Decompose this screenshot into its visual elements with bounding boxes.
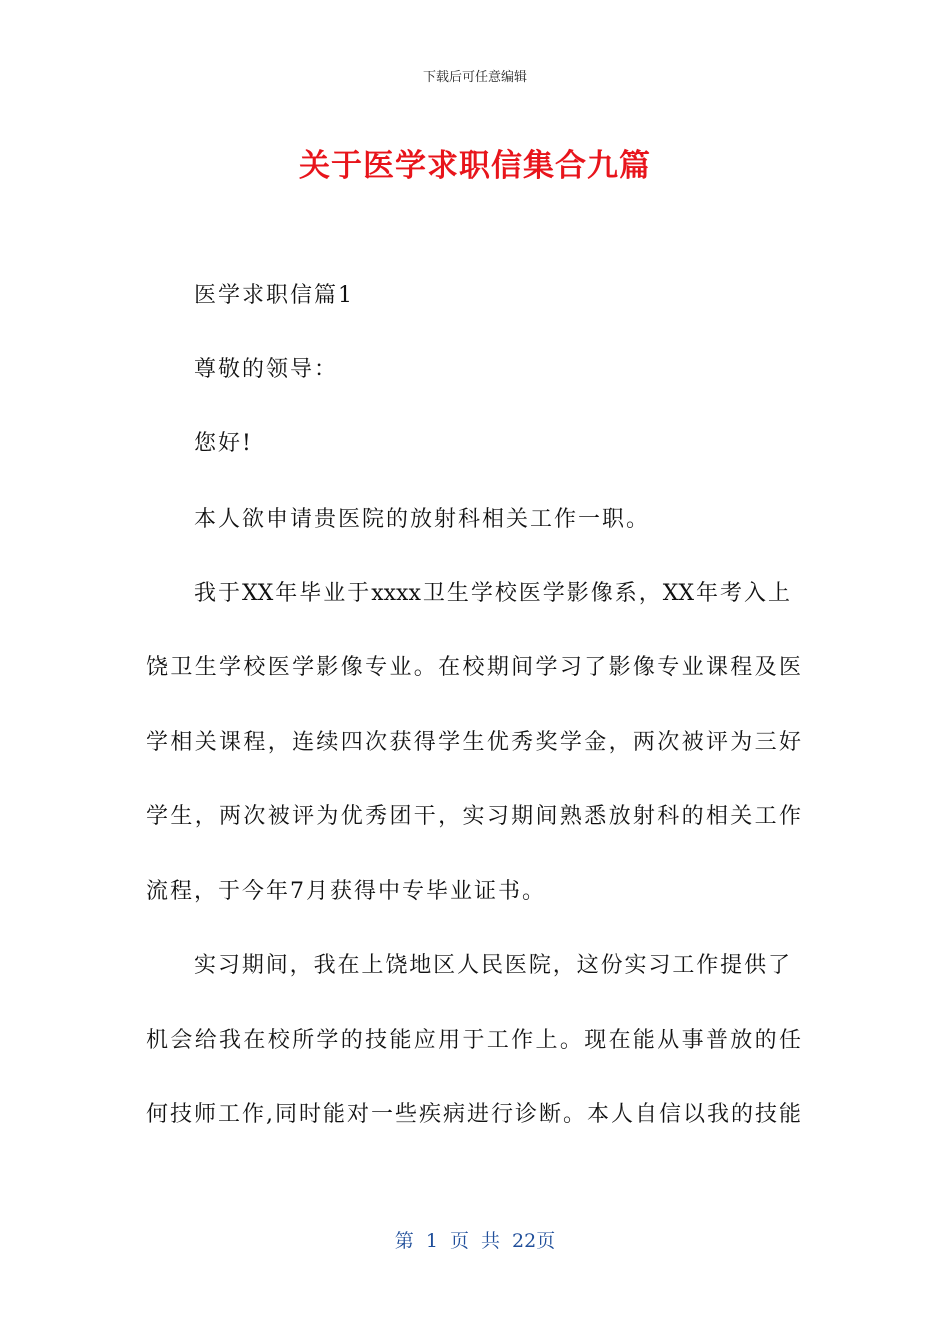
paragraph-2-line-5: 流程，于今年7月获得中专毕业证书。	[146, 879, 546, 904]
paragraph-3-line-1: 实习期间，我在上饶地区人民医院，这份实习工作提供了	[194, 953, 790, 978]
greeting: 您好!	[194, 431, 253, 456]
paragraph-2-line-1: 我于XX年毕业于xxxx卫生学校医学影像系，XX年考入上	[194, 581, 790, 606]
paragraph-3-line-3: 何技师工作,同时能对一些疾病进行诊断。本人自信以我的技能	[146, 1102, 801, 1127]
header-note: 下载后可任意编辑	[422, 70, 527, 85]
paragraph-3-line-2: 机会给我在校所学的技能应用于工作上。现在能从事普放的任	[146, 1028, 801, 1053]
paragraph-2-line-3: 学相关课程，连续四次获得学生优秀奖学金，两次被评为三好	[146, 730, 801, 755]
salutation: 尊敬的领导：	[194, 357, 339, 382]
section-heading: 医学求职信篇1	[194, 283, 354, 308]
page-number-footer: 第 1 页 共 22页	[394, 1230, 556, 1252]
document-title: 关于医学求职信集合九篇	[299, 148, 651, 184]
paragraph-2-line-4: 学生，两次被评为优秀团干，实习期间熟悉放射科的相关工作	[146, 804, 801, 829]
paragraph-1: 本人欲申请贵医院的放射科相关工作一职。	[194, 507, 651, 532]
paragraph-2-line-2: 饶卫生学校医学影像专业。在校期间学习了影像专业课程及医	[146, 655, 801, 680]
